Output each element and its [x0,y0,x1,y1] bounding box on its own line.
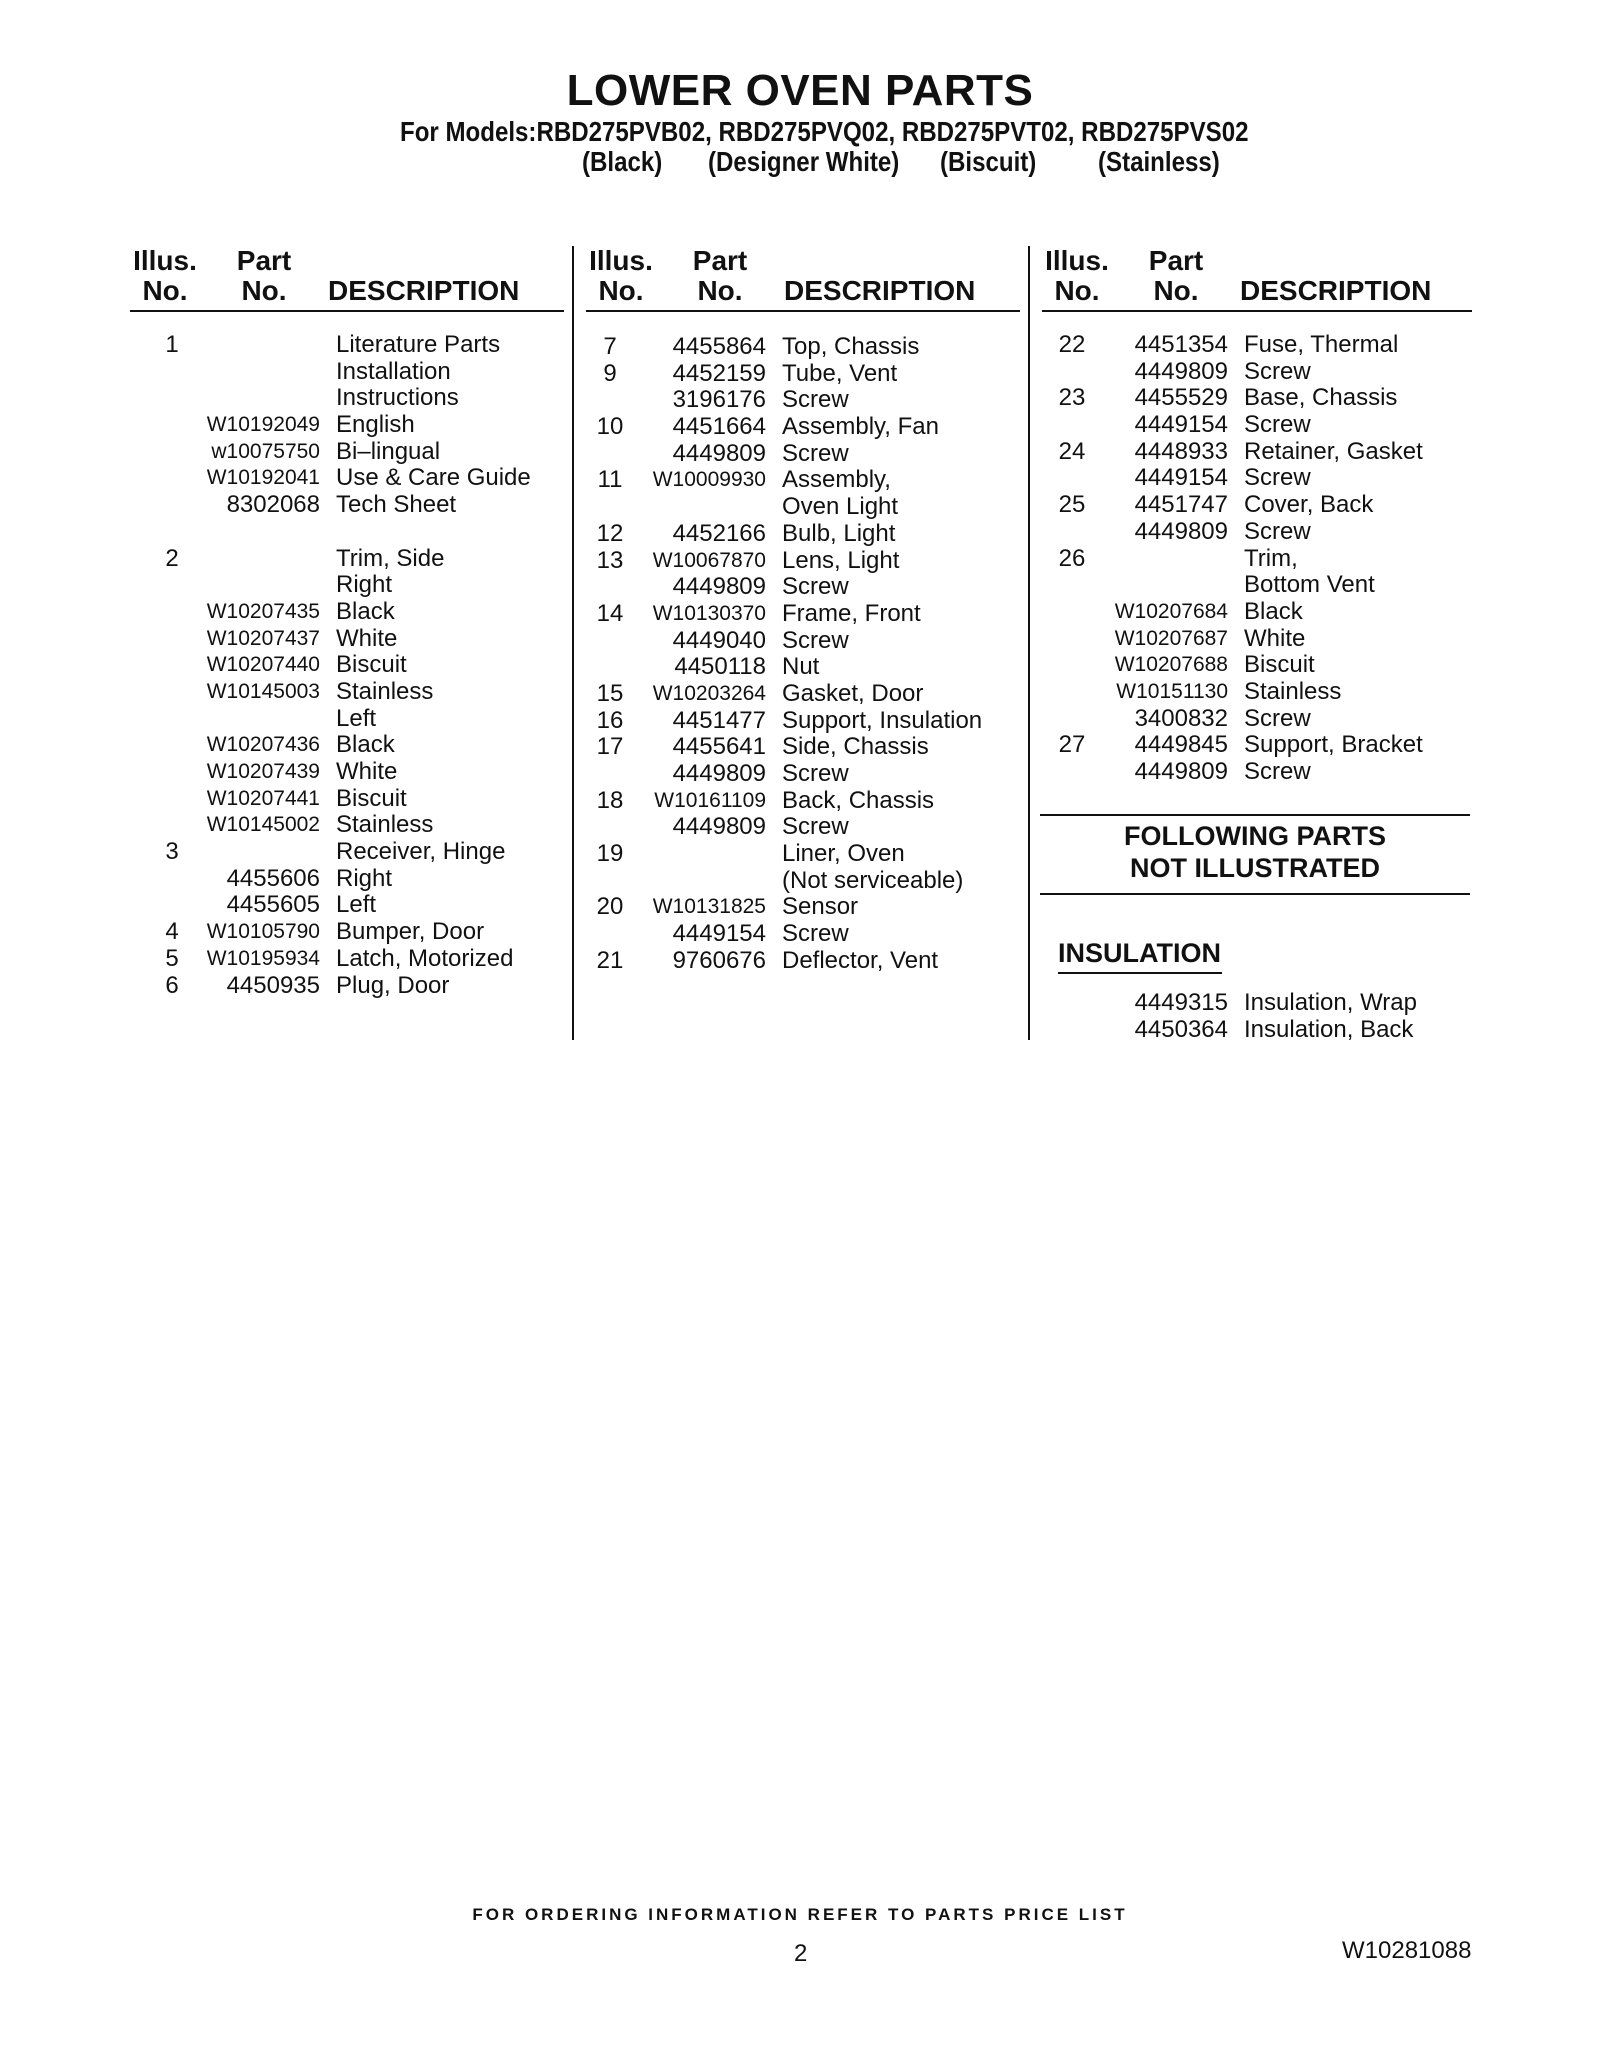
part-description: Screw [782,386,849,414]
illus-number: 23 [1058,384,1086,412]
table-row [586,548,1020,575]
part-description: Side, Chassis [782,733,929,761]
part-number: W10207435 [206,599,320,623]
part-number: 4452166 [672,519,766,547]
part-description: Biscuit [1244,651,1315,679]
part-number: W10203264 [652,681,766,705]
part-description: Tech Sheet [336,491,457,519]
part-description: Oven Light [782,493,899,521]
part-number: 4449809 [1134,517,1228,545]
part-number: W10130370 [652,601,766,625]
table-row [1042,759,1472,786]
part-description: Insulation, Back [1244,1015,1414,1043]
part-number: 4451354 [1134,331,1228,358]
illus-number: 15 [596,679,624,707]
table-row [1042,572,1472,599]
table-row [130,919,564,946]
table-row [130,759,564,786]
table-row [130,812,564,839]
part-number: 4455606 [226,864,320,892]
page-title: LOWER OVEN PARTS [566,66,1034,115]
illus-number: 14 [596,599,624,627]
part-description: Back, Chassis [782,786,935,814]
table-row [130,385,564,412]
illus-number: 13 [596,546,624,574]
part-number: 4451747 [1134,491,1228,519]
section-rule [1040,893,1470,895]
part-description: Bulb, Light [782,519,896,547]
illus-number: 12 [596,519,624,547]
table-row [1042,679,1472,706]
part-description: Top, Chassis [782,333,920,360]
illus-number: 5 [165,944,179,972]
part-description: Right [336,571,393,599]
color-biscuit: (Biscuit) [940,146,1037,177]
part-number: 9760676 [672,946,766,974]
table-row [586,868,1020,895]
part-number: 4448933 [1134,437,1228,465]
table-row [586,894,1020,921]
table-row [586,761,1020,788]
illus-number: 26 [1058,544,1086,572]
part-number: 4450364 [1134,1015,1228,1043]
part-description: Lens, Light [782,546,900,574]
part-description: Plug, Door [336,971,450,999]
table-row [1042,332,1472,359]
table-row [130,626,564,653]
insulation-list [1042,990,1472,1043]
illus-number: 3 [165,838,179,866]
illus-number: 4 [165,918,179,946]
illus-no-header: Illus. No. [133,245,197,306]
part-number: W10067870 [652,548,766,572]
table-row [586,681,1020,708]
part-number: 4449809 [672,760,766,787]
color-designer-white: (Designer White) [708,146,900,177]
column-header [586,246,1020,312]
part-description: Tube, Vent [782,359,898,387]
part-description: English [336,411,415,439]
table-row [586,788,1020,815]
part-number: W10207439 [206,760,320,783]
part-description: Screw [1244,758,1311,785]
part-description: White [1244,624,1306,652]
part-number: W10207436 [206,733,320,757]
table-row [586,628,1020,655]
description-header: DESCRIPTION [1240,275,1432,306]
part-number: W10131825 [652,895,766,919]
insulation-heading: INSULATION [1058,938,1221,968]
color-stainless: (Stainless) [1098,146,1220,177]
table-row [130,946,564,973]
table-row [586,494,1020,521]
part-number: W10009930 [652,468,766,492]
part-description: Use & Care Guide [336,464,531,492]
part-description: Trim, [1244,544,1298,572]
part-description: Liner, Oven [782,840,905,868]
part-description: Left [336,891,377,919]
illus-number: 10 [596,413,624,441]
list-item [1042,1017,1472,1044]
part-number: 4449315 [1134,989,1228,1016]
part-description: Deflector, Vent [782,946,939,974]
part-description: Support, Insulation [782,706,983,734]
table-row [130,599,564,626]
part-description: Trim, Side [336,544,445,572]
part-description: Left [336,704,377,732]
table-row [130,706,564,733]
part-number: 4450935 [226,971,320,999]
part-number: w10075750 [211,439,320,463]
part-description: Gasket, Door [782,679,924,707]
part-description: (Not serviceable) [782,866,964,894]
table-row [586,521,1020,548]
table-row [130,786,564,813]
part-number: 4449809 [1134,357,1228,385]
illus-no-header: Illus. No. [589,245,653,306]
part-description: Screw [1244,704,1311,732]
part-description: Screw [782,760,849,787]
table-row [1042,732,1472,759]
column-header [130,246,564,312]
table-row [586,334,1020,361]
parts-column-3 [1042,246,1472,786]
table-row [586,654,1020,681]
part-number: 4451477 [672,706,766,734]
illus-no-header: Illus. No. [1045,245,1109,306]
table-row [586,414,1020,441]
part-description: Fuse, Thermal [1244,331,1399,358]
part-description: Screw [782,573,849,601]
part-description: Stainless [336,677,434,705]
part-number: 4451664 [672,413,766,441]
part-description: Installation [336,357,451,385]
list-item [1042,990,1472,1017]
part-description: Biscuit [336,784,407,812]
part-description: Screw [1244,464,1311,492]
illus-number: 24 [1058,437,1086,465]
table-row [130,492,564,519]
illus-number: 9 [603,359,617,387]
table-row [130,732,564,759]
part-number: 4449154 [672,920,766,948]
illus-number: 19 [596,840,624,868]
table-row [586,574,1020,601]
part-number: 4449809 [672,439,766,467]
part-number: 3400832 [1134,704,1228,732]
part-number: W10207684 [1114,599,1228,623]
illus-number: 25 [1058,491,1086,519]
part-number: 4455641 [672,733,766,761]
description-header: DESCRIPTION [784,275,976,306]
table-row [586,841,1020,868]
illus-number: 22 [1058,331,1086,358]
part-number: 4449809 [672,573,766,601]
part-description: Instructions [336,384,459,412]
document-number: W10281088 [1342,1937,1472,1964]
parts-list [1042,332,1472,786]
part-description: Screw [782,626,849,654]
part-description: Sensor [782,893,859,921]
part-description: Assembly, [782,466,891,494]
table-row [1042,385,1472,412]
part-description: Bi–lingual [336,437,441,465]
part-number: 4449154 [1134,411,1228,439]
illus-number: 7 [603,333,617,360]
table-row [586,441,1020,468]
table-row [130,866,564,893]
part-description: Screw [782,813,849,841]
part-number: 4449154 [1134,464,1228,492]
part-no-header: Part No. [692,245,748,306]
table-row [1042,492,1472,519]
color-black: (Black) [582,146,663,177]
part-description: Screw [782,439,849,467]
page-number: 2 [794,1940,808,1967]
table-row [586,361,1020,388]
part-description: Black [1244,597,1303,625]
illus-number: 20 [596,893,624,921]
table-row [1042,412,1472,439]
section-rule [1040,814,1470,816]
table-row [586,467,1020,494]
part-description: Screw [782,920,849,948]
part-number: 3196176 [672,386,766,414]
table-row [1042,546,1472,573]
table-row [586,734,1020,761]
table-row [1042,465,1472,492]
part-description: Screw [1244,517,1311,545]
part-number: 4449845 [1134,731,1228,759]
part-number: 8302068 [226,491,320,519]
part-number: W10145002 [206,813,320,837]
table-row [1042,706,1472,733]
insulation-underline [1058,972,1222,974]
description-header: DESCRIPTION [328,275,520,306]
illus-number: 16 [596,706,624,734]
part-number: 4455605 [226,891,320,919]
part-description: Literature Parts [336,331,501,358]
table-row [130,439,564,466]
part-number: W10105790 [206,920,320,944]
part-description: Retainer, Gasket [1244,437,1423,465]
part-number: W10207688 [1114,653,1228,677]
part-number: W10207440 [206,653,320,677]
part-description: White [336,624,398,652]
part-description: Screw [1244,357,1311,385]
table-row [1042,359,1472,386]
part-description: Support, Bracket [1244,731,1423,759]
table-row [130,679,564,706]
table-row [1042,439,1472,466]
part-number: W10192049 [206,413,320,437]
table-row [586,921,1020,948]
page-header [0,66,1600,116]
part-description: White [336,758,398,785]
part-description: Receiver, Hinge [336,838,506,866]
part-description: Right [336,864,393,892]
part-description: Latch, Motorized [336,944,514,972]
table-row [130,973,564,1000]
column-divider [1028,246,1030,1040]
illus-number: 27 [1058,731,1086,759]
part-number: W10192041 [206,466,320,490]
illus-number: 2 [165,544,179,572]
column-header [1042,246,1472,312]
table-row [586,601,1020,628]
part-number: W10161109 [654,788,766,812]
part-number: 4450118 [674,653,766,681]
part-description: Stainless [1244,677,1342,705]
part-number: 4449809 [672,813,766,841]
table-row [130,892,564,919]
part-description: Insulation, Wrap [1244,989,1417,1016]
models-line: For Models:RBD275PVB02, RBD275PVQ02, RBD275PVT02, RBD275PVS02 [400,116,1249,147]
part-number: W10207687 [1114,626,1228,650]
part-description: Stainless [336,811,434,839]
part-number: 4449809 [1134,758,1228,785]
part-number: 4455864 [672,333,766,360]
table-row [586,814,1020,841]
illus-number: 11 [597,466,623,494]
part-number: W10207441 [206,786,320,810]
parts-column-1 [130,246,564,999]
not-illustrated-heading-line1: FOLLOWING PARTS [1124,821,1386,851]
table-row [586,948,1020,975]
table-row [130,465,564,492]
part-description: Bottom Vent [1244,571,1375,599]
table-row [130,359,564,386]
illus-number: 21 [596,946,624,974]
table-row [1042,599,1472,626]
part-number: 4449040 [672,626,766,654]
table-row [586,708,1020,735]
part-number: 4452159 [672,359,766,387]
part-description: Base, Chassis [1244,384,1398,412]
part-description: Assembly, Fan [782,413,939,441]
part-number: W10151130 [1116,679,1228,703]
part-number: 4455529 [1134,384,1228,412]
illus-number: 1 [165,331,179,358]
illus-number: 18 [596,786,624,814]
parts-list [586,334,1020,975]
part-description: Screw [1244,411,1311,439]
part-description: Black [336,597,395,625]
part-no-header: Part No. [1148,245,1204,306]
not-illustrated-heading-line2: NOT ILLUSTRATED [1130,853,1380,883]
table-row [130,839,564,866]
table-row [1042,519,1472,546]
part-description: Nut [782,653,820,681]
table-row [586,387,1020,414]
parts-column-2 [586,246,1020,975]
column-divider [572,246,574,1040]
part-number: W10195934 [206,946,320,970]
part-number: W10145003 [206,679,320,703]
part-description: Cover, Back [1244,491,1374,519]
table-row [130,412,564,439]
table-row [130,652,564,679]
table-row [130,519,564,546]
table-row [130,332,564,359]
part-number: W10207437 [206,626,320,650]
part-description: Bumper, Door [336,918,485,946]
part-no-header: Part No. [236,245,292,306]
table-row [130,572,564,599]
illus-number: 17 [596,733,624,761]
parts-list [130,332,564,999]
table-row [1042,626,1472,653]
part-description: Frame, Front [782,599,921,627]
table-row [130,546,564,573]
illus-number: 6 [165,971,179,999]
part-description: Biscuit [336,651,407,679]
ordering-note: FOR ORDERING INFORMATION REFER TO PARTS PRICE LIST [472,1905,1128,1924]
part-description: Black [336,731,395,759]
table-row [1042,652,1472,679]
